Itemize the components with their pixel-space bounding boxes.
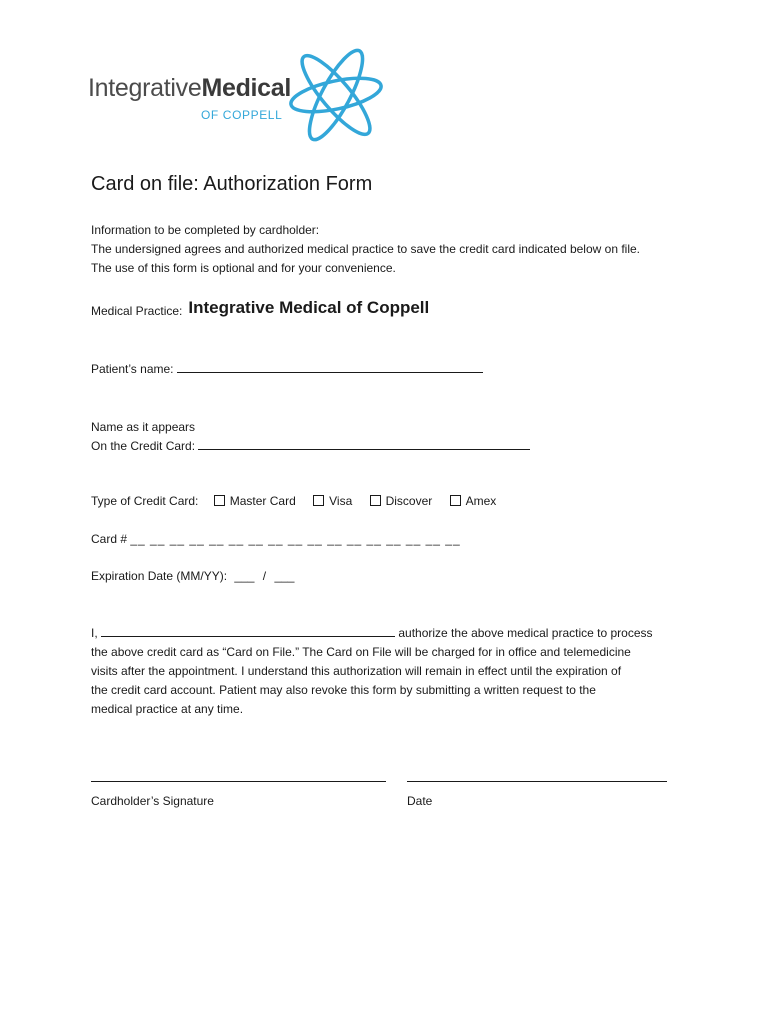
auth-line-4: the credit card account. Patient may also revoke this form by submitting a written request to the bbox=[91, 683, 596, 697]
date-label: Date bbox=[407, 794, 433, 808]
card-number-label: Card # bbox=[91, 532, 128, 546]
company-logo bbox=[88, 40, 388, 150]
card-type-mastercard[interactable]: Master Card bbox=[214, 494, 296, 508]
card-type-label: Type of Credit Card: bbox=[91, 494, 199, 508]
signature-label: Cardholder’s Signature bbox=[91, 794, 214, 808]
card-type-visa[interactable]: Visa bbox=[313, 494, 352, 508]
intro-line-1: Information to be completed by cardholder: bbox=[91, 223, 320, 237]
card-number-row bbox=[91, 532, 461, 546]
visa-checkbox[interactable] bbox=[313, 495, 324, 506]
patient-name-field[interactable] bbox=[177, 362, 483, 373]
expiration-label: Expiration Date (MM/YY): bbox=[91, 569, 228, 583]
auth-line-1-suffix: authorize the above medical practice to process bbox=[398, 626, 653, 640]
intro-line-3: The use of this form is optional and for your convenience. bbox=[91, 261, 396, 275]
mastercard-checkbox[interactable] bbox=[214, 495, 225, 506]
cardholder-name-row bbox=[91, 418, 530, 456]
intro-paragraph bbox=[91, 221, 640, 278]
auth-line-2: the above credit card as “Card on File.” The Card on File will be charged for in office and telemedicine bbox=[91, 645, 631, 659]
page-title: Card on file: Authorization Form bbox=[91, 173, 373, 195]
card-type-row bbox=[91, 494, 510, 508]
cardholder-name-field[interactable] bbox=[198, 439, 530, 450]
signature-field[interactable] bbox=[91, 781, 386, 782]
cardholder-name-label-line2: On the Credit Card: bbox=[91, 439, 196, 453]
amex-checkbox[interactable] bbox=[450, 495, 461, 506]
atom-logo-icon bbox=[288, 40, 388, 150]
logo-subtitle: OF COPPELL bbox=[201, 108, 283, 122]
auth-prefix: I, bbox=[91, 626, 98, 640]
auth-line-3: visits after the appointment. I understand this authorization will remain in effect until the expiration of bbox=[91, 664, 622, 678]
practice-label: Medical Practice: bbox=[91, 304, 183, 318]
discover-checkbox[interactable] bbox=[370, 495, 381, 506]
expiration-year-field[interactable]: ___ bbox=[274, 569, 295, 583]
card-number-field[interactable]: __ __ __ __ __ __ __ __ __ __ __ __ __ __ __ __ __ bbox=[130, 532, 461, 546]
date-field[interactable] bbox=[407, 781, 667, 782]
practice-name: Integrative Medical of Coppell bbox=[188, 298, 430, 317]
intro-line-2: The undersigned agrees and authorized medical practice to save the credit card indicated below on file. bbox=[91, 242, 640, 256]
card-type-amex[interactable]: Amex bbox=[450, 494, 497, 508]
expiration-row bbox=[91, 569, 294, 583]
medical-practice-row bbox=[91, 300, 429, 320]
patient-name-label: Patient’s name: bbox=[91, 362, 174, 376]
card-type-discover[interactable]: Discover bbox=[370, 494, 433, 508]
expiration-month-field[interactable]: ___ bbox=[234, 569, 255, 583]
auth-line-5: medical practice at any time. bbox=[91, 702, 244, 716]
cardholder-name-label-line1: Name as it appears bbox=[91, 420, 196, 434]
authorization-paragraph bbox=[91, 624, 653, 719]
patient-name-row bbox=[91, 362, 483, 376]
logo-wordmark: IntegrativeMedical bbox=[88, 74, 292, 102]
expiration-slash: / bbox=[262, 569, 267, 583]
authorizer-name-field[interactable] bbox=[101, 626, 395, 637]
